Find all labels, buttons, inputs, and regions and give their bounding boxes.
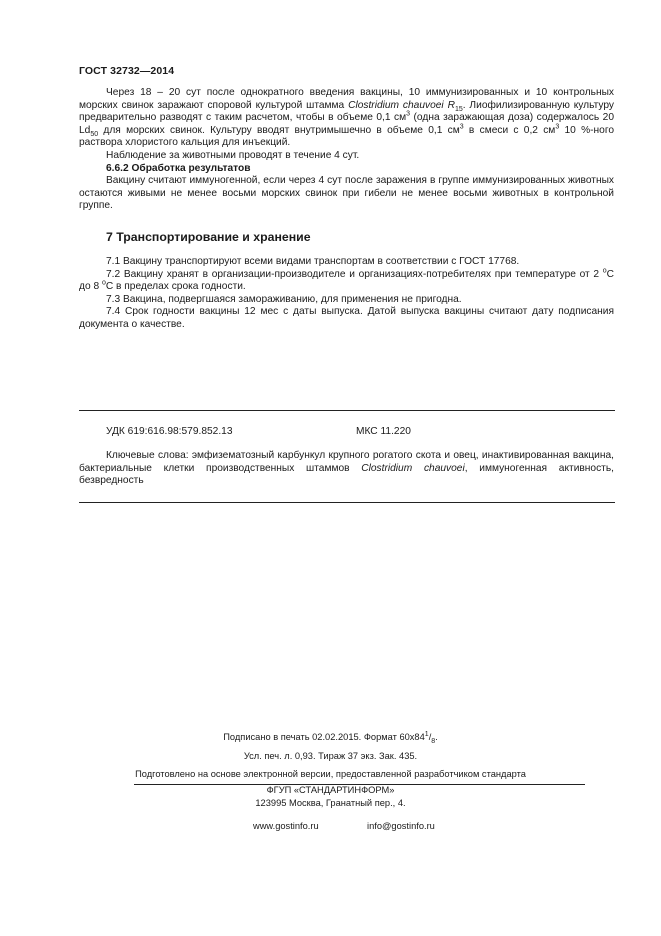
infection-paragraph: Через 18 – 20 сут после однократного введения вакцины, 10 иммунизированных и 10 контрольных морских свинок заражают споровой культурой штамма Clostridium chauvoei $R_{15}$. Лиофилизированную культуру предварительно разводят с таким расчетом, чтобы в объеме 0,1 $см^3$ (одна заражающая доза) содержалось 20 $Ld_{50}$ для морских свинок. Культуру вводят внутримышечно в объеме 0,1 $см^3$ в смеси с 0,2 $см^3$ 10 %-ного раствора хлористого кальция для инъекций. bbox=[79, 87, 615, 149]
test-procedure-block bbox=[79, 87, 614, 213]
observation-paragraph: Наблюдение за животными проводят в течение 4 сут. bbox=[106, 149, 360, 161]
clause-7-3: 7.3 Вакцина, подвергшаяся замораживанию, для применения не пригодна. bbox=[106, 293, 462, 305]
udk-code: УДК 619:616.98:579.852.13 bbox=[106, 426, 233, 437]
email-link[interactable]: info@gostinfo.ru bbox=[367, 821, 435, 831]
bottom-divider bbox=[79, 502, 615, 503]
species-name: Clostridium chauvoei bbox=[348, 99, 444, 111]
species-name: Clostridium chauvoei bbox=[361, 462, 465, 474]
subsection-heading: 6.6.2 Обработка результатов bbox=[106, 162, 251, 174]
prepared-note: Подготовлено на основе электронной версии, предоставленной разработчиком стандарта bbox=[135, 769, 526, 779]
mks-code: МКС 11.220 bbox=[356, 426, 411, 437]
clause-7-2: 7.2 Вакцину хранят в организации-производителе и организациях-потребителях при температуре от 2 $^о$С до 8 $^о$С в пределах срока годности. bbox=[79, 267, 614, 293]
publisher-address: 123995 Москва, Гранатный пер., 4. bbox=[255, 798, 406, 808]
section-title: 7 Транспортирование и хранение bbox=[106, 230, 311, 244]
signed-line: Подписано в печать 02.02.2015. Формат $60x84^1/_8$. bbox=[223, 730, 438, 745]
website-link[interactable]: www.gostinfo.ru bbox=[253, 821, 319, 831]
transport-storage-block bbox=[79, 256, 614, 332]
keywords-block bbox=[79, 450, 614, 488]
print-info: Усл. печ. л. 0,93. Тираж 37 экз. Зак. 435. bbox=[243, 751, 418, 761]
clause-7-4: 7.4 Срок годности вакцины 12 мес с даты выпуска. Датой выпуска вакцины считают дату подписания документа о качестве. bbox=[79, 306, 614, 330]
results-paragraph: Вакцину считают иммуногенной, если через 4 сут после заражения в группе иммунизированных животных остаются живыми не менее восьми морских свинок при гибели не менее восьми животных в контрольной группе. bbox=[79, 175, 614, 212]
clause-7-1: 7.1 Вакцину транспортируют всеми видами транспортам в соответствии с ГОСТ 17768. bbox=[106, 256, 520, 267]
standard-number: ГОСТ 32732—2014 bbox=[79, 65, 175, 77]
keywords: Ключевые слова: эмфизематозный карбункул крупного рогатого скота и овец, инактивированная вакцина, бактериальные клетки производственных штаммов Clostridium chauvoei, иммуногенная активность, безвредность bbox=[79, 450, 614, 487]
publisher: ФГУП «СТАНДАРТИНФОРМ» bbox=[266, 785, 395, 795]
top-divider bbox=[79, 410, 615, 411]
